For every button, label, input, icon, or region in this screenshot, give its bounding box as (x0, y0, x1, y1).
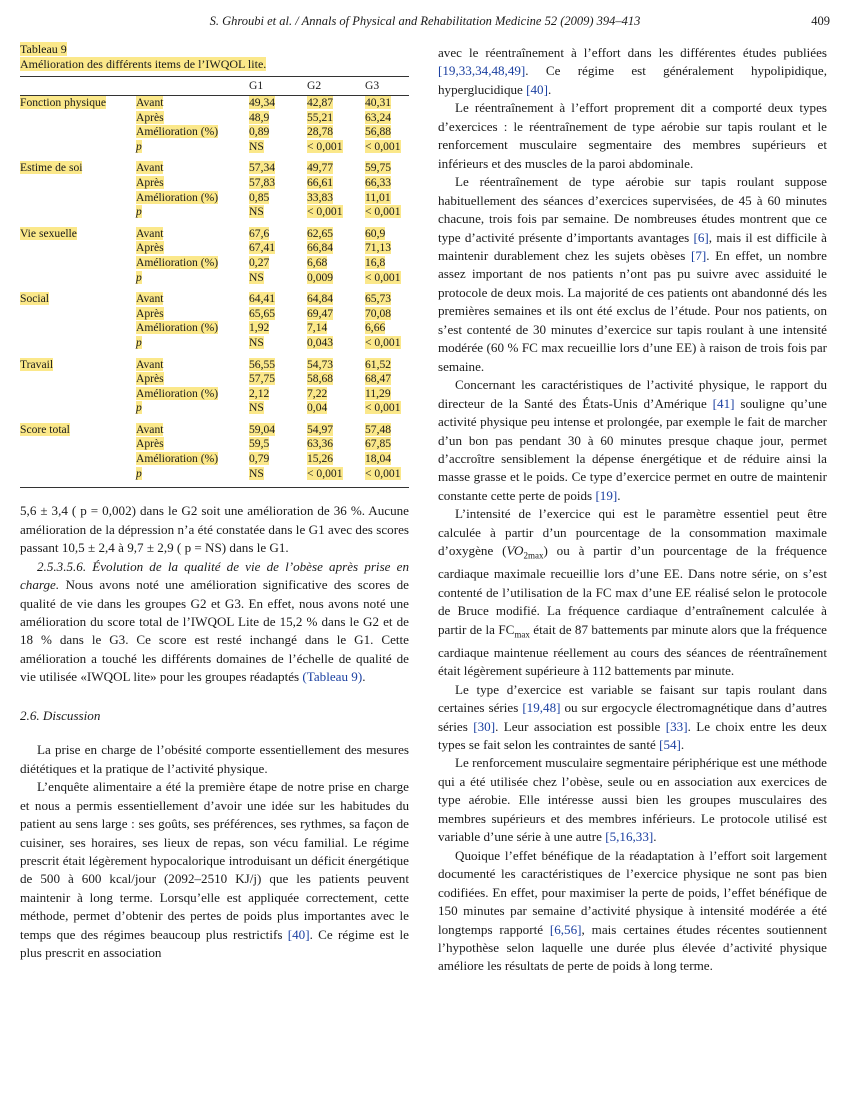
measure-label: Après (136, 175, 164, 189)
table-cell-value: 61,52 (365, 357, 392, 371)
left-column (20, 42, 409, 963)
measure-label: p (136, 466, 142, 480)
table-cell-value: 16,8 (365, 255, 386, 269)
table-cell-value: NS (249, 401, 264, 415)
section-heading: 2.6. Discussion (20, 707, 101, 723)
table-row (20, 358, 409, 373)
table-cell-value: 28,78 (307, 125, 334, 139)
table-cell-value: 59,75 (365, 161, 392, 175)
table-row (20, 387, 409, 402)
table-cell-value: 65,65 (249, 306, 276, 320)
table-cell-value: 0,04 (307, 401, 328, 415)
table-cell-value: 59,5 (249, 437, 270, 451)
table-row (20, 176, 409, 191)
paragraph: La prise en charge de l’obésité comporte essentiellement des mesures diététiques et la pratique de l’activité physique. (20, 742, 409, 776)
domain-label: Vie sexuelle (20, 226, 77, 240)
table-cell-value: 71,13 (365, 241, 392, 255)
citation-link[interactable]: [40] (287, 926, 310, 942)
table-row (20, 292, 409, 307)
table-row (20, 271, 409, 286)
domain-label: Fonction physique (20, 96, 106, 109)
table-cell-value: 64,41 (249, 292, 276, 306)
table-cell-value: 6,68 (307, 255, 328, 269)
domain-label: Score total (20, 422, 70, 436)
table-label: Tableau 9 (20, 42, 67, 56)
table-cell-value: 67,41 (249, 241, 276, 255)
table-cell-value: 49,77 (307, 161, 334, 175)
table-cell-value: 18,04 (365, 452, 392, 466)
table-cell-value: 42,87 (307, 96, 334, 109)
citation-link[interactable]: [19,48] (522, 700, 561, 716)
table-cell-value: 0,27 (249, 255, 270, 269)
table-caption (20, 42, 409, 72)
table-cell-value: 48,9 (249, 110, 270, 124)
table-cell-value: 0,89 (249, 125, 270, 139)
running-header (20, 14, 830, 34)
measure-label: Après (136, 110, 164, 124)
table-header-row (20, 77, 409, 96)
table-cell-value: NS (249, 335, 264, 349)
table-row (20, 307, 409, 322)
table-cell-value: < 0,001 (365, 139, 401, 153)
table-cell-value: 67,6 (249, 226, 270, 240)
table-cell-value: 11,29 (365, 386, 391, 400)
table-row (20, 205, 409, 220)
table-cell-value: NS (249, 466, 264, 480)
table-cell-value: < 0,001 (365, 466, 401, 480)
column-header-g2: G2 (307, 79, 322, 92)
table-row (20, 423, 409, 438)
measure-label: p (136, 401, 142, 415)
citation-link[interactable]: [7] (691, 247, 707, 263)
paragraph: avec le réentraînement à l’effort dans les différentes études publiées [19,33,34,48,49]. Ce régime est généralement hypolipidique, hyperglucidique [40]. (438, 45, 827, 97)
table-cell-value: 58,68 (307, 372, 334, 386)
table-cell-value: 6,66 (365, 321, 386, 335)
table-cell-value: 15,26 (307, 452, 334, 466)
measure-label: Avant (136, 226, 164, 240)
table-cell-value: 40,31 (365, 96, 392, 109)
table-cell-value: < 0,001 (307, 466, 343, 480)
table-cell-value: NS (249, 139, 264, 153)
measure-label: Avant (136, 96, 164, 109)
column-header-g3: G3 (365, 79, 380, 92)
table-cell-value: 70,08 (365, 306, 392, 320)
table-cell-value: 57,48 (365, 422, 392, 436)
table-row (20, 336, 409, 351)
measure-label: Avant (136, 292, 164, 306)
right-column (438, 44, 827, 976)
citation-link[interactable]: [54] (659, 736, 681, 752)
domain-label: Estime de soi (20, 161, 83, 175)
table-cell-value: 0,009 (307, 270, 334, 284)
measure-label: p (136, 270, 142, 284)
table-cell-value: 62,65 (307, 226, 334, 240)
measure-label: Amélioration (%) (136, 125, 219, 139)
table-cell-value: 57,75 (249, 372, 276, 386)
table-row (20, 321, 409, 336)
table-cell-value: 66,61 (307, 175, 334, 189)
table-cell-value: 64,84 (307, 292, 334, 306)
measure-label: Amélioration (%) (136, 386, 219, 400)
group-spacer (20, 220, 409, 227)
table-cell-value: 59,04 (249, 422, 276, 436)
group-spacer (20, 351, 409, 358)
table-cell-value: 60,9 (365, 226, 386, 240)
table-cell-value: 56,88 (365, 125, 392, 139)
table-row (20, 125, 409, 140)
table-cell-value: < 0,001 (365, 270, 401, 284)
table-cell-value: 63,36 (307, 437, 334, 451)
citation-link[interactable]: [19] (595, 487, 618, 503)
table-row (20, 140, 409, 155)
table-row (20, 111, 409, 126)
table-row (20, 191, 409, 206)
measure-label: Avant (136, 422, 164, 436)
table-cell-value: 57,34 (249, 161, 276, 175)
subsection-heading: 2.5.3.5.6. Évolution de la qualité de vie de l’obèse après prise en charge. (20, 558, 409, 593)
paragraph: Concernant les caractéristiques de l’activité physique, le rapport du directeur de la Santé des États-Unis d’Amérique [41] souligne qu’une activité physique peu intense et prolongée, par exemple le fait de marcher d’un bon pas pendant 30 à 60 minutes presque chaque jour, permet d’accroître sensiblement la dépense énergétique et de réduire ainsi la masse grasse et le poids. Ce type d’exercice permet en outre de maintenir constante cette perte de poids [19]. (438, 377, 827, 503)
group-spacer (20, 285, 409, 292)
table-row (20, 241, 409, 256)
measure-label: Avant (136, 357, 164, 371)
group-spacer (20, 416, 409, 423)
paragraph: L’intensité de l’exercice qui est le paramètre essentiel peut être calculée à partir d’un pourcentage de la consommation maximale d’oxygène $(VO_{2max})$ ou à partir d’un pourcentage de la fréquence cardiaque maximale recueillie lors d’une EE. Dans notre série, on s’est contenté de l’utilisation de la FC max d’une EE réalisé selon le protocole de Bruce modifié. La fréquence cardiaque d’entraînement calculée à partir de la $FC_{max}$ était de 87 battements par minute alors que la fréquence cardiaque maintenue réellement au cours des séances de réentraînement était légèrement supérieure à 112 battements par minute. (438, 506, 827, 679)
citation-link[interactable]: [33] (665, 718, 688, 734)
measure-label: Amélioration (%) (136, 452, 219, 466)
table-row (20, 227, 409, 242)
table-cell-value: 2,12 (249, 386, 270, 400)
table-cell-value: 68,47 (365, 372, 392, 386)
table-cell-value: 57,83 (249, 175, 276, 189)
measure-label: p (136, 139, 142, 153)
measure-label: Après (136, 372, 164, 386)
domain-label: Social (20, 292, 49, 306)
table-row (20, 372, 409, 387)
paragraph: L’enquête alimentaire a été la première étape de notre prise en charge et nous a permis essentiellement d’avoir une idée sur les habitudes du patient au sens large : ses goûts, ses préférences, ses rythmes, sa façon de cuisiner, ses horaires, ses lieux de repas, son vécu familial. Le régime prescrit était légèrement hypocalorique introduisant un déficit énergétique de 500 à 600 kcal/jour (2092–2510 KJ/j) que les patients peuvent maintenir à long terme. Lorsqu’elle est appliquée correctement, cette méthode, permet d’obtenir des pertes de poids plus importantes avec le temps que des régimes beaucoup plus restrictifs [40]. Ce régime est le plus prescrit en association (20, 779, 409, 961)
measure-label: Amélioration (%) (136, 321, 219, 335)
table-cell-value: 55,21 (307, 110, 334, 124)
table-row (20, 161, 409, 176)
measure-label: Avant (136, 161, 164, 175)
citation-link[interactable]: [19,33,34,48,49] (438, 63, 526, 79)
table-cell-value: 0,85 (249, 190, 270, 204)
paragraph: 2.5.3.5.6. Évolution de la qualité de vie de l’obèse après prise en charge. Nous avons noté une amélioration significative des scores de qualité de vie dans les groupes G2 et G3. En effet, nous avons noté une amélioration du score total de l’IWQOL Lite de 15,2 % dans le G2 et de 18 % dans le G3. Ce score est resté inchangé dans le G1. Cette amélioration a touché les différents domaines de l’échelle de qualité de vie utilisée «IWQOL lite» pour les groupes réadaptés (Tableau 9). (20, 558, 409, 685)
table-reference-link[interactable]: (Tableau 9) (302, 669, 363, 685)
measure-label: p (136, 205, 142, 219)
table-row (20, 437, 409, 452)
table-cell-value: 56,55 (249, 357, 276, 371)
column-header-g1: G1 (249, 79, 264, 92)
table-row (20, 467, 409, 488)
paragraph: Quoique l’effet bénéfique de la réadaptation à l’effort soit largement documenté les caractéristiques de l’exercice physique ne sont pas bien codifiées. En effet, pour maximiser la perte de poids, l’effet bénéfique de 150 minutes par semaine d’activité physique à intensité modérée a été longtemps rapporté [6,56], mais certaines études récentes soutiennent l’hypothèse selon laquelle une durée plus élevée d’activité physique améliore les résultats de perte de poids à long terme. (438, 847, 827, 974)
table-cell-value: 1,92 (249, 321, 270, 335)
measure-label: Après (136, 437, 164, 451)
table-cell-value: 49,34 (249, 96, 276, 109)
paragraph: Le réentraînement de type aérobie sur tapis roulant suppose habituellement des séances d’exercices supervisées, de 45 à 60 minutes chacune, trois fois par semaine. De nombreuses études montrent que ce type d’activité présente d’importants avantages [6], mais il est difficile à maintenir durablement chez les sujets obèses [7]. En effet, un nombre assez important de nos patients n’ont pas pu suivre avec assiduité le protocole de deux mois. La majorité de ces patients ont abandonné dés les premières semaines et ils ont été exclus de l’étude. Pour nos patients, on s’est contenté de 30 minutes d’exercice sur tapis roulant à une intensité modérée (60 % FC max recueillie lors d’une EE) à raison de trois fois par semaine. (438, 174, 827, 374)
table-row (20, 256, 409, 271)
table-body (20, 96, 409, 488)
table-cell-value: 66,84 (307, 241, 334, 255)
table-cell-value: NS (249, 270, 264, 284)
table-cell-value: 33,83 (307, 190, 334, 204)
measure-label: Après (136, 306, 164, 320)
journal-citation: S. Ghroubi et al. / Annals of Physical and Rehabilitation Medicine 52 (2009) 394–413 (209, 14, 641, 28)
citation-link[interactable]: [6,56] (549, 921, 582, 937)
table-row (20, 401, 409, 416)
paragraph: 5,6 ± 3,4 ( p = 0,002) dans le G2 soit une amélioration de 36 %. Aucune amélioration de la dépression n’a été constatée dans le G1 avec des scores passant 10,5 ± 2,4 à 9,7 ± 2,9 ( p = NS) dans le G1. (20, 503, 409, 556)
citation-link[interactable]: [30] (473, 718, 496, 734)
table-cell-value: 0,79 (249, 452, 270, 466)
table-cell-value: 0,043 (307, 335, 334, 349)
table-cell-value: 7,22 (307, 386, 328, 400)
citation-link[interactable]: [5,16,33] (605, 829, 654, 845)
table-cell-value: < 0,001 (365, 205, 401, 219)
measure-label: Amélioration (%) (136, 255, 219, 269)
table-cell-value: 65,73 (365, 292, 392, 306)
table-cell-value: NS (249, 205, 264, 219)
citation-link[interactable]: [41] (712, 395, 735, 411)
paragraph: Le réentraînement à l’effort proprement dit a comporté deux types d’exercices : le réentraînement de type aérobie sur tapis roulant et le renforcement musculaire segmentaire des membres supérieurs et inférieurs et des muscles de la paroi abdominale. (438, 100, 827, 171)
citation-link[interactable]: [40] (526, 81, 548, 97)
domain-label: Travail (20, 357, 54, 371)
measure-label: Amélioration (%) (136, 190, 219, 204)
table-cell-value: 66,33 (365, 175, 392, 189)
citation-link[interactable]: [6] (693, 229, 709, 245)
table-cell-value: < 0,001 (307, 139, 343, 153)
table-cell-value: 54,97 (307, 422, 334, 436)
table-cell-value: < 0,001 (365, 335, 401, 349)
table-cell-value: < 0,001 (307, 205, 343, 219)
measure-label: Après (136, 241, 164, 255)
table-row (20, 96, 409, 111)
paragraph: Le type d’exercice est variable se faisant sur tapis roulant dans certaines séries [19,48] ou sur ergocycle électromagnétique dans d’autres séries [30]. Leur association est possible [33]. Le choix entre les deux types se fait selon les contraintes de santé [54]. (438, 681, 828, 752)
table-cell-value: < 0,001 (365, 401, 401, 415)
group-spacer (20, 154, 409, 161)
table-cell-value: 69,47 (307, 306, 334, 320)
table-row (20, 452, 409, 467)
table-cell-value: 54,73 (307, 357, 334, 371)
iwqol-table (20, 76, 409, 488)
table-cell-value: 11,01 (365, 190, 391, 204)
table-cell-value: 67,85 (365, 437, 392, 451)
table-cell-value: 63,24 (365, 110, 392, 124)
table-cell-value: 7,14 (307, 321, 328, 335)
page-number: 409 (811, 14, 830, 28)
paragraph: Le renforcement musculaire segmentaire périphérique est une méthode qui a été utilisée chez l’obèse, seule ou en association aux exercices de type aérobie. Elle intéresse aussi bien les groupes musculaires des membres supérieurs et des membres inférieurs. Le protocole utilisé est variable d’une série à une autre [5,16,33]. (438, 755, 827, 845)
left-text (20, 502, 409, 962)
measure-label: p (136, 335, 142, 349)
table-title: Amélioration des différents items de l’IWQOL lite. (20, 57, 267, 71)
